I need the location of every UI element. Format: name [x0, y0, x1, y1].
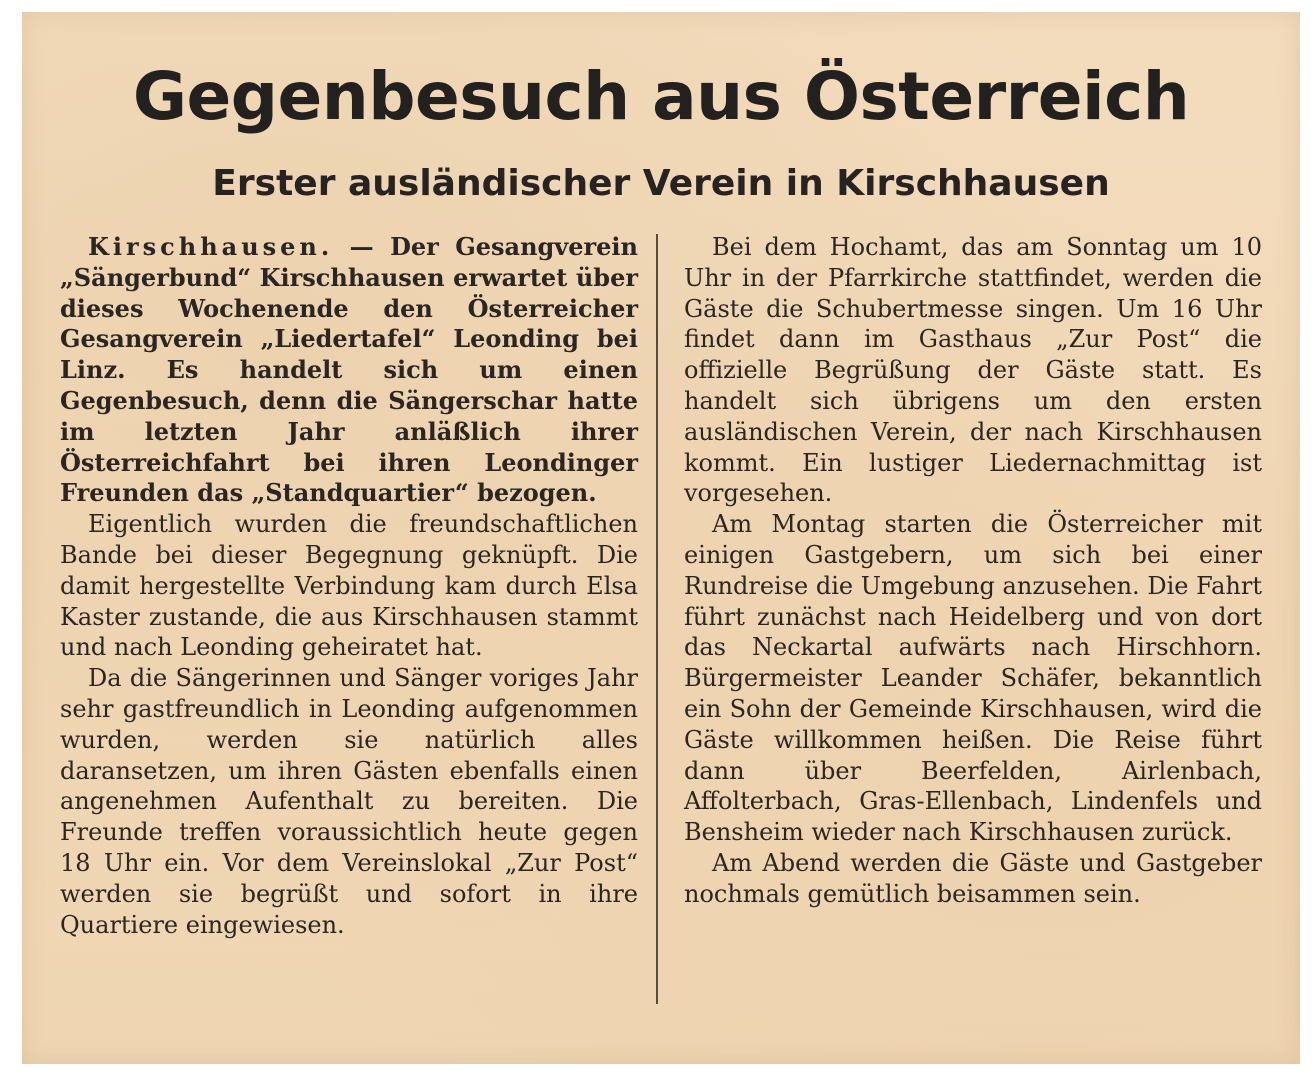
lead-paragraph [60, 232, 638, 509]
right-paragraph-2: Am Montag starten die Österreicher mit einigen Gastgebern, um sich bei einer Rundreise die Umgebung anzusehen. Die Fahrt führt zunächst nach Heidelberg und von dort das Neckartal aufwärts nach Hirschhorn. Bürgermeister Leander Schäfer, bekanntlich ein Sohn der Gemeinde Kirschhausen, wird die Gäste willkommen heißen. Die Reise führt dann über Beerfelden, Airlenbach, Affolterbach, Gras-Ellenbach, Lindenfels und Bensheim wieder nach Kirschhausen zurück. [684, 510, 1262, 847]
left-paragraph-2: Da die Sängerinnen und Sänger voriges Jahr sehr gastfreundlich in Leonding aufgenommen wurden, werden sie natürlich alles daransetzen, um ihren Gästen ebenfalls einen angenehmen Aufenthalt zu bereiten. Die Freunde treffen voraussichtlich heute gegen 18 Uhr ein. Vor dem Vereinslokal „Zur Post“ werden sie begrüßt und sofort in ihre Quartiere eingewiesen. [60, 664, 638, 939]
right-paragraph-1: Bei dem Hochamt, das am Sonntag um 10 Uhr in der Pfarrkirche stattfindet, werden die Gäste die Schubertmesse singen. Um 16 Uhr findet dann im Gasthaus „Zur Post“ die offizielle Begrüßung der Gäste statt. Es handelt sich übrigens um den ersten ausländischen Verein, der nach Kirschhausen kommt. Ein lustiger Liedernachmittag ist vorgesehen. [684, 233, 1262, 508]
left-column [60, 232, 638, 940]
column-divider [656, 234, 658, 1004]
headline: Gegenbesuch aus Österreich [132, 58, 1190, 135]
right-paragraph-3: Am Abend werden die Gäste und Gastgeber nochmals gemütlich beisammen sein. [684, 848, 1262, 908]
subheadline: Erster ausländischer Verein in Kirschhausen [212, 163, 1110, 204]
dateline: Kirschhausen. [88, 232, 334, 261]
right-column [684, 232, 1262, 910]
lead-text: — Der Gesangverein „Sängerbund“ Kirschhausen erwartet über dieses Wochenende den Österreicher Gesangverein „Liedertafel“ Leonding bei Linz. Es handelt sich um einen Gegenbesuch, denn die Sängerschar hatte im letzten Jahr anläßlich ihrer Österreichfahrt bei ihren Leondinger Freunden das „Standquartier“ bezogen. [60, 232, 638, 508]
newspaper-clipping [22, 12, 1300, 1064]
left-paragraph-1: Eigentlich wurden die freundschaftlichen Bande bei dieser Begegnung geknüpft. Die damit hergestellte Verbindung kam durch Elsa Kaster zustande, die aus Kirschhausen stammt und nach Leonding geheiratet hat. [60, 510, 638, 662]
